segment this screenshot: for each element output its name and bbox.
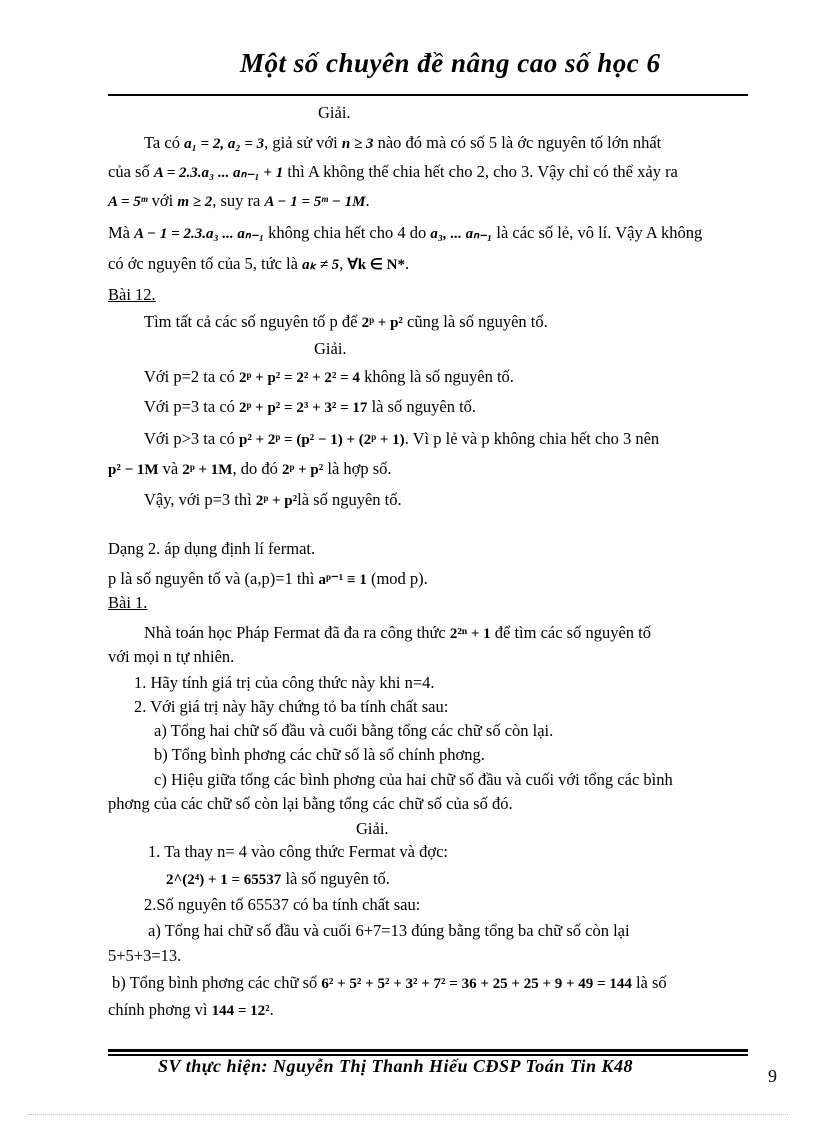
solution-heading: Giải.: [318, 103, 351, 122]
text-line: Tìm tất cả các số nguyên tố p để 2ᵖ + p² cũng là số nguyên tố.: [144, 312, 548, 331]
text-line: với mọi n tự nhiên.: [108, 647, 235, 666]
list-item: a) Tổng hai chữ số đầu và cuối bằng tổng các chữ số còn lại.: [154, 721, 554, 740]
page-bottom-dotted-line: [28, 1114, 788, 1115]
text-line: Mà A − 1 = 2.3.a₃ ... aₙ₋₁ không chia hết cho 4 do a₃, ... aₙ₋₁ là các số lẻ, vô lí. Vậy A không: [108, 223, 703, 242]
section-heading: Dạng 2. áp dụng định lí fermat.: [108, 539, 316, 558]
footer-author: SV thực hiện: Nguyễn Thị Thanh Hiếu CĐSP Toán Tin K48: [158, 1056, 634, 1076]
page-header-title: Một số chuyên đề nâng cao số học 6: [240, 48, 661, 78]
solution-heading: Giải.: [356, 819, 389, 838]
header-divider: [108, 94, 748, 96]
text-line: Vậy, với p=3 thì 2ᵖ + p²là số nguyên tố.: [144, 490, 402, 509]
text-line: Nhà toán học Pháp Fermat đã đa ra công thức 2²ⁿ + 1 để tìm các số nguyên tố: [144, 623, 652, 642]
text-line: a) Tổng hai chữ số đầu và cuối 6+7=13 đúng bằng tổng ba chữ số còn lại: [148, 921, 630, 940]
text-line: Với p>3 ta có p² + 2ᵖ = (p² − 1) + (2ᵖ + 1). Vì p lẻ và p không chia hết cho 3 nên: [144, 429, 660, 448]
text-line: A = 5ᵐ với m ≥ 2, suy ra A − 1 = 5ᵐ − 1M.: [108, 191, 370, 210]
text-line: p² − 1M và 2ᵖ + 1M, do đó 2ᵖ + p² là hợp số.: [108, 459, 392, 478]
text-line: 5+5+3=13.: [108, 946, 182, 965]
footer-divider-top: [108, 1049, 748, 1052]
text-line: Với p=3 ta có 2ᵖ + p² = 2³ + 3² = 17 là số nguyên tố.: [144, 397, 477, 416]
list-item: c) Hiệu giữa tổng các bình phơng của hai chữ số đầu và cuối với tổng các bình: [154, 770, 673, 789]
list-item: 2. Với giá trị này hãy chứng tỏ ba tính chất sau:: [134, 697, 449, 716]
text-line: của số A = 2.3.a₃ ... aₙ₋₁ + 1 thì A không thể chia hết cho 2, cho 3. Vậy chỉ có thể xảy ra: [108, 162, 678, 181]
solution-heading: Giải.: [314, 339, 347, 358]
text-line: 2^(2⁴) + 1 = 65537 là số nguyên tố.: [166, 869, 390, 888]
list-item: b) Tổng bình phơng các chữ số là số chính phơng.: [154, 745, 485, 764]
text-line: chính phơng vì 144 = 12².: [108, 1000, 274, 1019]
text-line: 1. Ta thay n= 4 vào công thức Fermat và đợc:: [148, 842, 448, 861]
exercise-heading: Bài 1.: [108, 593, 148, 612]
text-line: Với p=2 ta có 2ᵖ + p² = 2² + 2² = 4 không là số nguyên tố.: [144, 367, 514, 386]
text-line: 2.Số nguyên tố 65537 có ba tính chất sau:: [144, 895, 421, 914]
list-item: 1. Hãy tính giá trị của công thức này khi n=4.: [134, 673, 435, 692]
text-line: có ớc nguyên tố của 5, tức là aₖ ≠ 5, ∀k ∈ N*.: [108, 254, 410, 273]
text-line: b) Tổng bình phơng các chữ số 6² + 5² + 5² + 3² + 7² = 36 + 25 + 25 + 9 + 49 = 144 là số: [112, 973, 667, 992]
text-line: p là số nguyên tố và (a,p)=1 thì aᵖ⁻¹ ≡ 1 (mod p).: [108, 569, 428, 588]
text-line: Ta có a₁ = 2, a₂ = 3, giả sử với n ≥ 3 nào đó mà có số 5 là ớc nguyên tố lớn nhất: [144, 133, 662, 152]
page-number: 9: [768, 1066, 777, 1086]
exercise-heading: Bài 12.: [108, 285, 156, 304]
text-line: phơng của các chữ số còn lại bằng tổng các chữ số của số đó.: [108, 794, 513, 813]
